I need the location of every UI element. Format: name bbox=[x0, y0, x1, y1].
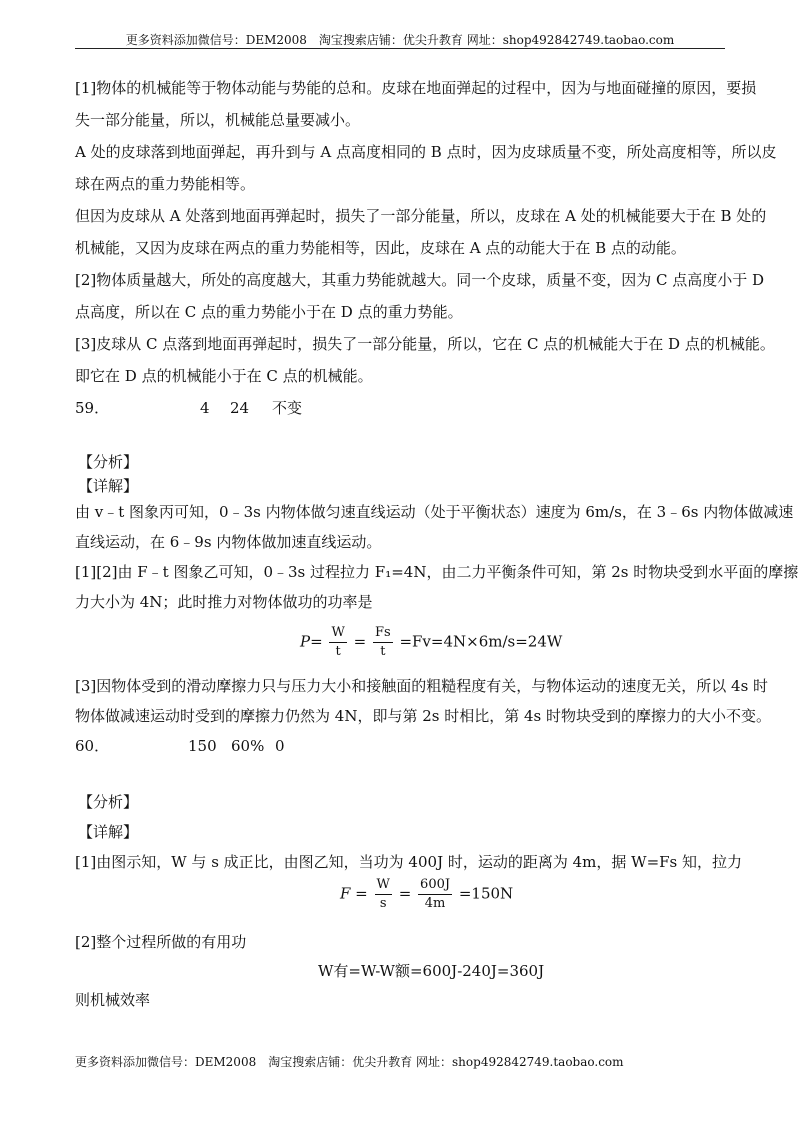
text-line: 球在两点的重力势能相等。 bbox=[75, 175, 256, 193]
text-line: [2]整个过程所做的有用功 bbox=[75, 933, 247, 951]
fraction: $\frac{Fs}{t}$ bbox=[374, 625, 391, 659]
answer-value: 60% bbox=[231, 737, 265, 755]
text-line: [3]因物体受到的滑动摩擦力只与压力大小和接触面的粗糙程度有关，与物体运动的速度无关，所以 4s 时 bbox=[75, 677, 769, 695]
text-line: 直线运动，在 6﹣9s 内物体做加速直线运动。 bbox=[75, 533, 382, 551]
text-line: 物体做减速运动时受到的摩擦力仍然为 4N，即与第 2s 时相比，第 4s 时物块受到的摩擦力的大小不变。 bbox=[75, 707, 771, 725]
text-line: 点高度，所以在 C 点的重力势能小于在 D 点的重力势能。 bbox=[75, 303, 463, 321]
text-line: 由 v﹣t 图象丙可知，0﹣3s 内物体做匀速直线运动（处于平衡状态）速度为 6m/s，在 3﹣6s 内物体做减速 bbox=[75, 503, 794, 521]
section-analysis: 【分析】 bbox=[78, 793, 139, 811]
text-line: [1]由图示知，W 与 s 成正比，由图乙知，当功为 400J 时，运动的距离为 4m，据 W=Fs 知，拉力 bbox=[75, 853, 743, 871]
answer-59 bbox=[75, 398, 735, 418]
page-header: 更多资料添加微信号：DEM2008 淘宝搜索店铺：优尖升教育 网址：shop492842749.taobao.com bbox=[125, 33, 675, 47]
text-line: [1]物体的机械能等于物体动能与势能的总和。皮球在地面弹起的过程中，因为与地面碰撞的原因，要损 bbox=[75, 79, 757, 97]
fraction: $\frac{600J}{4m}$ bbox=[420, 877, 451, 911]
answer-value: 4 bbox=[200, 399, 210, 417]
text-line: 力大小为 4N；此时推力对物体做功的功率是 bbox=[75, 593, 373, 611]
section-detail: 【详解】 bbox=[78, 823, 139, 841]
header-divider bbox=[75, 48, 725, 49]
page-footer: 更多资料添加微信号：DEM2008 淘宝搜索店铺：优尖升教育 网址：shop492842749.taobao.com bbox=[75, 1055, 624, 1069]
text-line: [2]物体质量越大，所处的高度越大，其重力势能就越大。同一个皮球，质量不变，因为 C 点高度小于 D bbox=[75, 271, 765, 289]
text-line: [1][2]由 F﹣t 图象乙可知，0﹣3s 过程拉力 F₁=4N，由二力平衡条件可知，第 2s 时物块受到水平面的摩擦 bbox=[75, 563, 799, 581]
answer-60 bbox=[75, 736, 735, 756]
text-line: [3]皮球从 C 点落到地面再弹起时，损失了一部分能量，所以，它在 C 点的机械能大于在 D 点的机械能。 bbox=[75, 335, 775, 353]
question-number: 60． bbox=[75, 737, 110, 755]
fraction: $\frac{W}{s}$ bbox=[376, 877, 390, 911]
question-number: 59． bbox=[75, 399, 110, 417]
text-line: 则机械效率 bbox=[75, 991, 151, 1009]
text-line: 机械能，又因为皮球在两点的重力势能相等，因此，皮球在 A 点的动能大于在 B 点的动能。 bbox=[75, 239, 686, 257]
text-line: 但因为皮球从 A 处落到地面再弹起时，损失了一部分能量，所以，皮球在 A 处的机械能要大于在 B 处的 bbox=[75, 207, 767, 225]
answer-value: 150 bbox=[188, 737, 217, 755]
answer-value: 不变 bbox=[272, 399, 303, 417]
force-formula: F = $\frac{W}{s}$ = $\frac{600J}{4m}$ =150N bbox=[340, 877, 514, 911]
text-line: A 处的皮球落到地面弹起，再升到与 A 点高度相同的 B 点时，因为皮球质量不变，所处高度相等，所以皮 bbox=[75, 143, 777, 161]
text-line: 即它在 D 点的机械能小于在 C 点的机械能。 bbox=[75, 367, 373, 385]
useful-work-formula: W有=W-W额=600J-240J=360J bbox=[318, 962, 545, 980]
answer-value: 24 bbox=[230, 399, 250, 417]
section-analysis: 【分析】 bbox=[78, 453, 139, 471]
power-formula: P= $\frac{W}{t}$ = $\frac{Fs}{t}$ =Fv=4N×6m/s=24W bbox=[300, 625, 563, 659]
text-line: 失一部分能量，所以，机械能总量要减小。 bbox=[75, 111, 361, 129]
answer-value: 0 bbox=[275, 737, 285, 755]
fraction: $\frac{W}{t}$ bbox=[331, 625, 345, 659]
section-detail: 【详解】 bbox=[78, 477, 139, 495]
